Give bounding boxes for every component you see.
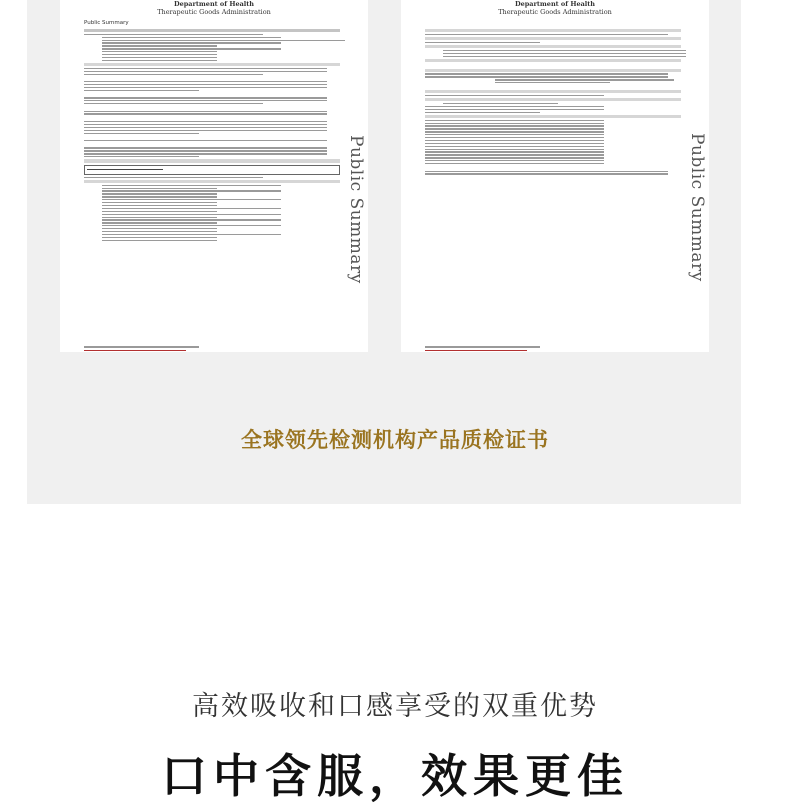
document-section-title: Public Summary bbox=[84, 20, 129, 26]
certificate-caption: 全球领先检测机构产品质检证书 bbox=[241, 428, 549, 452]
certificate-document-page-1 bbox=[60, 0, 368, 352]
agency-name: Therapeutic Goods Administration bbox=[498, 8, 612, 16]
department-name: Department of Health bbox=[514, 0, 596, 8]
document-body bbox=[425, 27, 681, 352]
public-summary-watermark: Public Summary bbox=[346, 135, 366, 284]
public-summary-watermark: Public Summary bbox=[687, 133, 707, 282]
agency-name: Therapeutic Goods Administration bbox=[157, 8, 271, 16]
certificate-document-page-2 bbox=[401, 0, 709, 352]
document-footer bbox=[84, 345, 340, 352]
department-name: Department of Health bbox=[173, 0, 255, 8]
section-subtitle: 高效吸收和口感享受的双重优势 bbox=[192, 691, 598, 722]
section-headline: 口中含服，效果更佳 bbox=[161, 749, 629, 803]
document-body bbox=[84, 27, 340, 352]
document-footer bbox=[425, 345, 681, 352]
document-header bbox=[401, 0, 709, 18]
document-header bbox=[60, 0, 368, 18]
